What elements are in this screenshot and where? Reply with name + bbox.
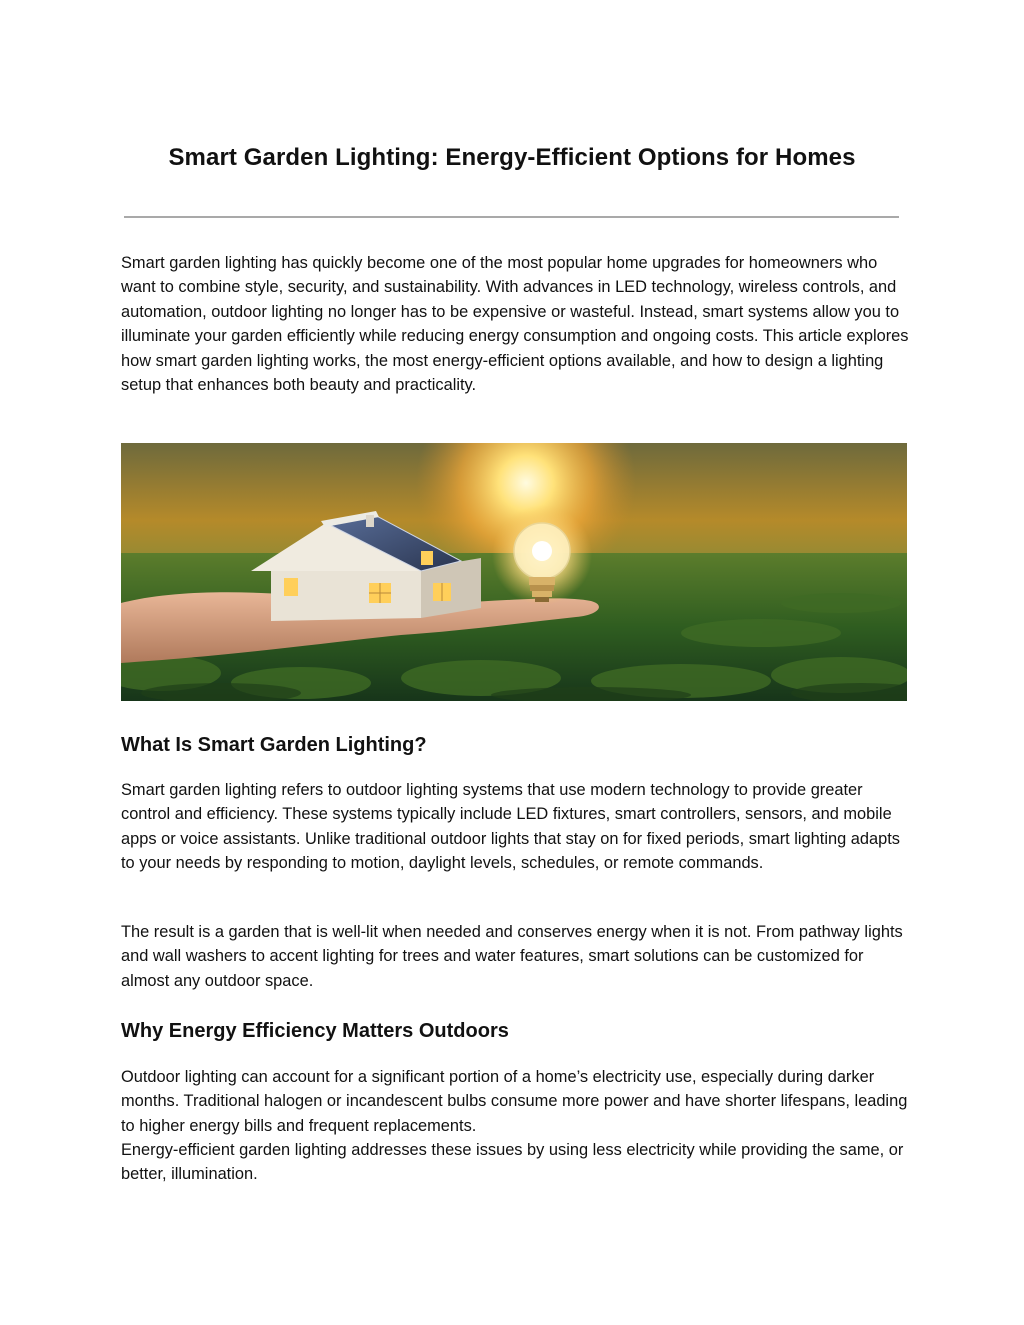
section-heading-what-is: What Is Smart Garden Lighting? [121, 734, 427, 756]
page-title: Smart Garden Lighting: Energy-Efficient Options for Homes [168, 144, 856, 171]
section-paragraph: Outdoor lighting can account for a significant portion of a home’s electricity use, especially during darker months. Traditional halogen or incandescent bulbs consume more power and have shorter lifespans, leading to higher energy bills and frequent replacements. [121, 1068, 908, 1135]
hero-image [121, 443, 907, 701]
section-paragraph: Energy-efficient garden lighting addresses these issues by using less electricity while providing the same, or better, illumination. [121, 1141, 904, 1184]
title-divider [124, 216, 899, 218]
section-paragraph: The result is a garden that is well-lit when needed and conserves energy when it is not. From pathway lights and wall washers to accent lighting for trees and water features, smart solutions can be customized for almost any outdoor space. [121, 923, 903, 990]
section-paragraph: Smart garden lighting refers to outdoor lighting systems that use modern technology to provide greater control and efficiency. These systems typically include LED fixtures, smart controllers, sensors, and mobile apps or voice assistants. Unlike traditional outdoor lights that stay on for fixed periods, smart lighting adapts to your needs by responding to motion, daylight levels, schedules, or remote commands. [121, 781, 900, 873]
intro-paragraph: Smart garden lighting has quickly become one of the most popular home upgrades for homeowners who want to combine style, security, and sustainability. With advances in LED technology, wireless controls, and automation, outdoor lighting no longer has to be expensive or wasteful. Instead, smart systems allow you to illuminate your garden efficiently while reducing energy consumption and ongoing costs. This article explores how smart garden lighting works, the most energy-efficient options available, and how to design a lighting setup that enhances both beauty and practicality. [121, 254, 909, 395]
section-heading-why-efficiency: Why Energy Efficiency Matters Outdoors [121, 1020, 509, 1042]
